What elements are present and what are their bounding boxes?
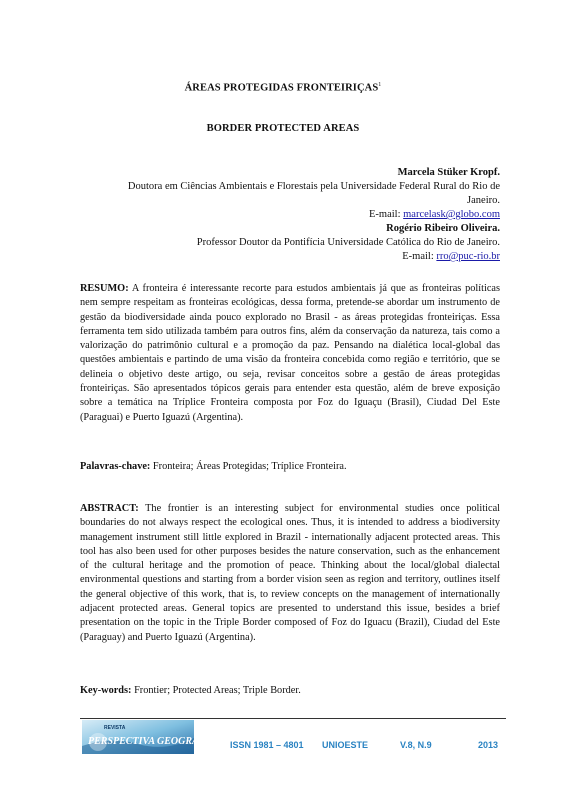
email-label: E-mail: [369,209,401,220]
journal-logo-graphic [82,720,223,754]
resumo-text: A fronteira é interessante recorte para estudos ambientais já que as fronteiras políticas nem sempre respeitam as fronteiras ecológicas, dessa forma, pretende-se abordar um instrumento de gestão da biodiversidade ainda pouco explorado no Brasil - as áreas protegidas fronteiriças. Essa ferramenta tem sido utilizada também para outros fins, além da conservação da natureza, tais como a valorização do patrimônio cultural e a promoção da paz. Pensando na dialética local-global das questões ambientais e partindo de uma visão da fronteira concebida como região e território, que se delineia o objetivo deste artigo, ou seja, revisar conceitos sobre a gestão de áreas protegidas fronteiriças. São apresentados tópicos gerais para entender esta questão, além de breve exposição sobre a temática na Tríplice Fronteira composta por Foz do Iguaçu (Brasil), Ciudad Del Este (Paraguai) e Puerto Iguazú (Argentina). [80,283,500,423]
logo-main-text: PERSPECTIVA GEOGRÁFICA [88,736,223,747]
keywords-label: Key-words: [80,685,132,696]
author-block-1 [128,166,500,222]
palavras-chave-line [80,460,500,474]
abstract-label: ABSTRACT: [80,503,139,514]
footer-institution: UNIOESTE [322,740,369,750]
title-portuguese-text: ÁREAS PROTEGIDAS FRONTEIRIÇAS [184,82,379,94]
title-portuguese [0,82,566,94]
footer-issn: ISSN 1981 – 4801 [230,740,304,750]
email-label: E-mail: [402,251,434,262]
footer-divider [80,718,506,719]
author-email-line [128,208,500,222]
logo-small-text: REVISTA [104,725,126,731]
resumo-label: RESUMO: [80,283,129,294]
abstract-text: The frontier is an interesting subject for environmental studies once political boundaries do not always respect the ecological ones. Thus, it is intended to address a biodiversity management instrument still little explored in Brazil - internationally adjacent protected areas. This tool has also been used for other purposes besides the nature conservation, such as the enhancement of the cultural heritage and the promotion of peace. Thinking about the local/global dialectal environmental questions and starting from a border vision seen as region and territory, outlines itself the general objective of this work, that is, to review concepts on the management of internationally adjacent protected areas. General topics are presented to understand this issue, besides a brief presentation on the topic in the Triple Border composed of Foz do Iguacu (Brazil), Ciudad del Este (Paraguay) and Puerto Iguazú (Argentina). [80,503,501,643]
title-english: BORDER PROTECTED AREAS [206,123,360,134]
journal-logo [82,720,223,754]
author-affiliation: Doutora em Ciências Ambientais e Florestais pela Universidade Federal Rural do Rio de [127,181,500,192]
keywords-text: Frontier; Protected Areas; Triple Border. [134,685,301,696]
footer-volume: V.8, N.9 [400,740,432,750]
author-block-2 [197,222,500,264]
keywords-line [80,684,500,698]
footer-year: 2013 [478,740,499,750]
author-email-link[interactable]: rro@puc-rio.br [436,251,500,262]
author-email-line [197,250,500,264]
resumo-paragraph [80,282,500,425]
footnote-marker: 1 [378,82,382,88]
palavras-chave-label: Palavras-chave: [80,461,151,472]
palavras-chave-text: Fronteira; Áreas Protegidas; Tríplice Fronteira. [152,461,347,472]
author-affiliation-cont: Janeiro. [467,195,500,206]
author-email-link[interactable]: marcelask@globo.com [403,209,500,220]
author-name: Rogério Ribeiro Oliveira. [386,223,500,234]
author-affiliation: Professor Doutor da Pontifícia Universidade Católica do Rio de Janeiro. [196,237,500,248]
abstract-paragraph [80,502,500,645]
author-name: Marcela Stüker Kropf. [397,167,500,178]
